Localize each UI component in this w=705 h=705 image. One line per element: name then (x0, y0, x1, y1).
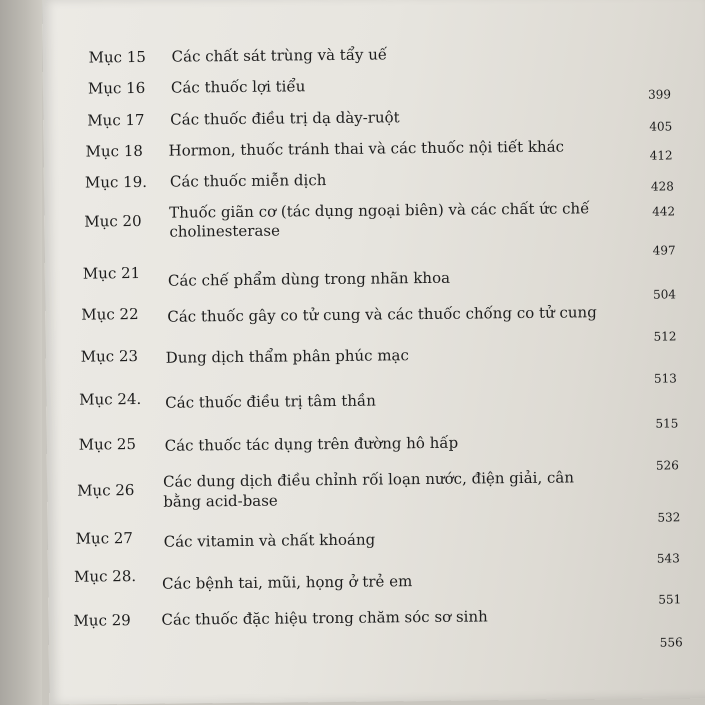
page-number: 512 (653, 329, 677, 344)
page-number: 442 (652, 204, 676, 219)
page-number: 428 (650, 179, 674, 194)
section-title: Các thuốc tác dụng trên đường hô hấp (164, 433, 459, 455)
book-page (42, 0, 705, 705)
section-label: Mục 20 (84, 211, 142, 231)
page-number: 497 (652, 243, 676, 258)
section-title: Thuốc giãn cơ (tác dụng ngoại biên) và các chất ức chế (169, 199, 590, 222)
page-number: 532 (657, 510, 681, 525)
section-label: Mục 22 (81, 305, 139, 324)
section-title: Các bệnh tai, mũi, họng ở trẻ em (162, 572, 413, 593)
page-number: 405 (649, 119, 673, 134)
section-title: Dung dịch thẩm phân phúc mạc (165, 346, 409, 367)
page-number: 551 (658, 592, 682, 607)
section-title: Các thuốc điều trị tâm thần (165, 391, 376, 412)
section-label: Mục 28. (73, 567, 137, 586)
section-label: Mục 21 (82, 263, 141, 283)
section-title: Các thuốc lợi tiểu (170, 77, 306, 97)
section-label: Mục 16 (87, 78, 146, 98)
section-title: Hormon, thuốc tránh thai và các thuốc nội tiết khác (168, 137, 565, 160)
section-title: Các vitamin và chất khoáng (163, 530, 376, 551)
section-label: Mục 23 (80, 347, 139, 366)
section-label: Mục 18 (85, 141, 143, 161)
section-label: Mục 19. (84, 172, 148, 192)
section-label: Mục 26 (77, 481, 135, 500)
section-label: Mục 17 (87, 110, 145, 130)
page-number: 513 (653, 371, 677, 386)
page-number: 412 (649, 148, 673, 163)
section-title: Các thuốc đặc hiệu trong chăm sóc sơ sinh (161, 607, 488, 629)
section-title: Các thuốc gây co tử cung và các thuốc chống co tử cung (167, 303, 597, 326)
section-title: Các thuốc điều trị dạ dày-ruột (170, 108, 400, 129)
book-spine-shadow (0, 0, 42, 705)
section-title: Các chế phẩm dùng trong nhãn khoa (167, 268, 451, 290)
page-number: 556 (659, 635, 683, 650)
section-label: Mục 27 (75, 529, 134, 548)
section-title: Các dung dịch điều chỉnh rối loạn nước, điện giải, cân (162, 468, 575, 491)
section-label: Mục 15 (88, 47, 146, 67)
page-number: 526 (655, 458, 679, 473)
page-number: 399 (647, 87, 672, 102)
section-label: Mục 29 (73, 611, 131, 630)
section-title-line2: bằng acid-base (163, 491, 278, 511)
page-number: 543 (656, 551, 680, 566)
section-title: Các chất sát trùng và tẩy uế (171, 45, 388, 66)
page-number: 504 (653, 287, 677, 302)
page-number: 515 (655, 416, 679, 431)
section-title: Các thuốc miễn dịch (169, 171, 327, 191)
section-title-line2: cholinesterase (169, 221, 281, 241)
section-label: Mục 24. (79, 389, 142, 409)
section-label: Mục 25 (78, 435, 137, 454)
